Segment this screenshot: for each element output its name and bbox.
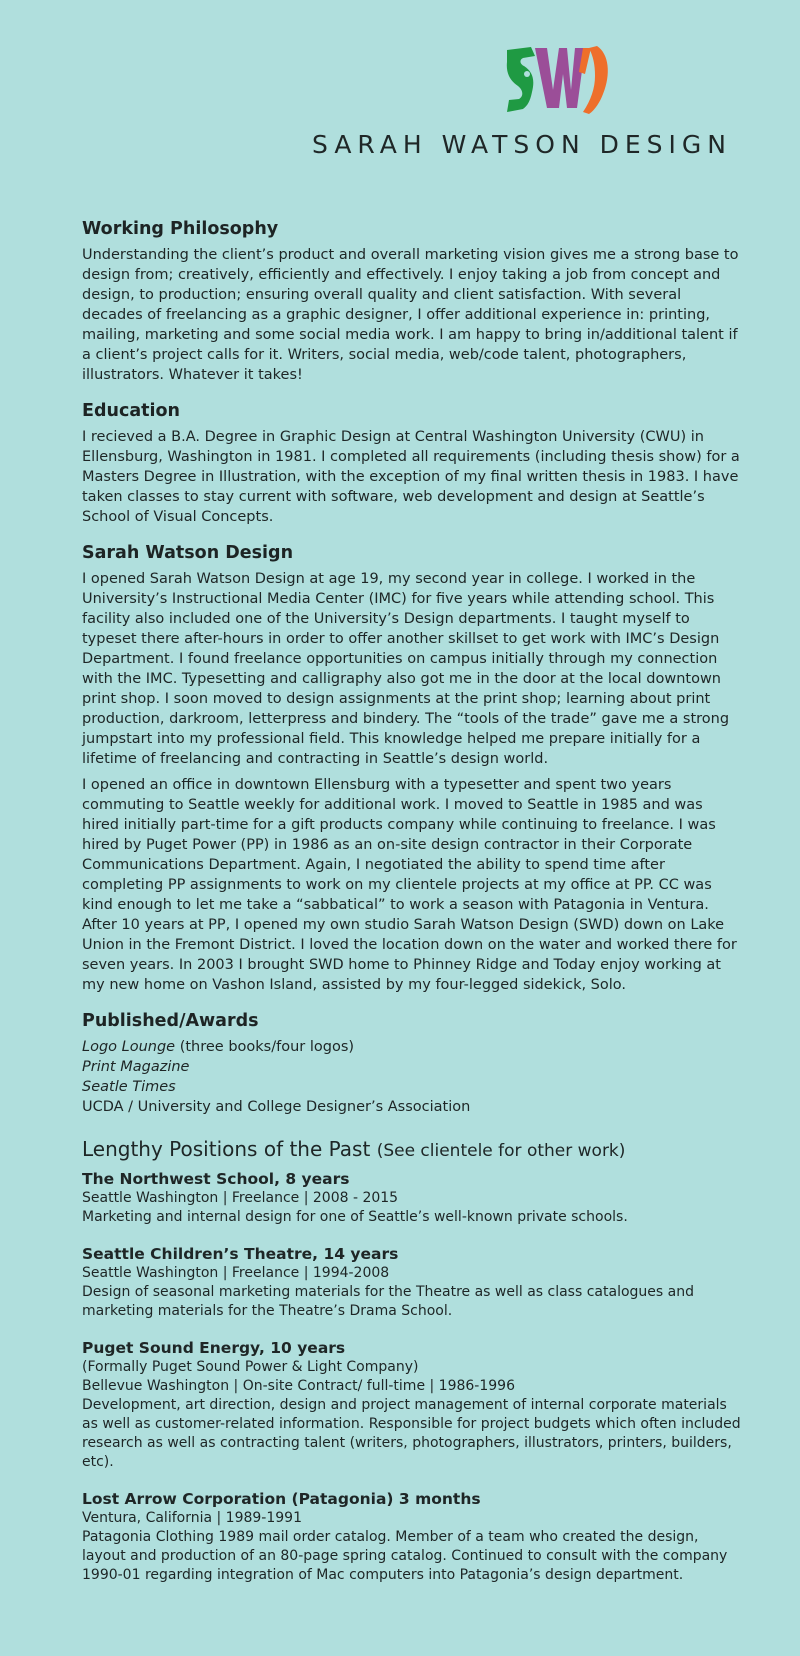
job-entry (82, 1244, 742, 1321)
section-title-philosophy: Working Philosophy (82, 219, 279, 239)
job-title: The Northwest School, 8 years (82, 1170, 350, 1188)
section-title-swd: Sarah Watson Design (82, 543, 294, 563)
job-detail: Seattle Washington | Freelance | 1994-2008 (82, 1265, 390, 1281)
positions-subtitle: (See clientele for other work) (376, 1141, 626, 1161)
job-title: Seattle Children’s Theatre, 14 years (82, 1245, 399, 1263)
swd-logo-graphic (505, 44, 611, 116)
job-detail: (Formally Puget Sound Power & Light Company) (82, 1359, 419, 1375)
swd-logo (505, 44, 611, 116)
logo-w-shape (535, 48, 585, 108)
job-title: Puget Sound Energy, 10 years (82, 1339, 346, 1357)
job-entry (82, 1338, 742, 1472)
resume-content (82, 219, 742, 1602)
section-title-education: Education (82, 401, 180, 421)
section-education (82, 401, 742, 527)
section-awards (82, 1011, 742, 1117)
job-entry (82, 1489, 742, 1585)
award-item-1-title: Logo Lounge (82, 1039, 176, 1055)
logo-s-shape (507, 47, 535, 112)
swd-paragraph-2: I opened an office in downtown Ellensburg with a typesetter and spent two years commuting to Seattle weekly for additional work. I moved to Seattle in 1985 and was hired initially part-time for a gift products company while continuing to freelance. I was hired by Puget Power (PP) in 1986 as an on-site design contractor in their Corporate Communications Department. Again, I negotiated the ability to spend time after completing PP assignments to work on my clientele projects at my office at PP. CC was kind enough to let me take a “sabbatical” to work a season with Patagonia in Ventura. After 10 years at PP, I opened my own studio Sarah Watson Design (SWD) down on Lake Union in the Fremont District. I loved the location down on the water and worked there for seven years. In 2003 I brought SWD home to Phinney Ridge and Today enjoy working at my new home on Vashon Island, assisted by my four-legged sidekick, Solo. (82, 777, 737, 993)
section-philosophy (82, 219, 742, 385)
header (0, 0, 800, 180)
positions-title: Lengthy Positions of the Past (82, 1137, 371, 1161)
swd-paragraph-1: I opened Sarah Watson Design at age 19, my second year in college. I worked in the University’s Instructional Media Center (IMC) for five years while attending school. This facility also included one of the University’s Design departments. I taught myself to typeset there after-hours in order to offer another skillset to get work with IMC’s Design Department. I found freelance opportunities on campus initially through my connection with the IMC. Typesetting and calligraphy also got me in the door at the local downtown print shop. I soon moved to design assignments at the print shop; learning about print production, darkroom, letterpress and bindery. The “tools of the trade” gave me a strong jumpstart into my professional field. This knowledge helped me prepare initially for a lifetime of freelancing and contracting in Seattle’s design world. (82, 571, 730, 767)
job-description: Patagonia Clothing 1989 mail order catalog. Member of a team who created the design, layout and production of an 80-page spring catalog. Continued to consult with the company 1990-01 regarding integration of Mac computers into Patagonia’s design department. (82, 1529, 728, 1583)
brand-name: SARAH WATSON DESIGN (312, 130, 732, 159)
award-item: Print Magazine (82, 1059, 190, 1075)
logo-s-dot (524, 71, 530, 77)
philosophy-body: Understanding the client’s product and overall marketing vision gives me a strong base to design from; creatively, efficiently and effectively. I enjoy taking a job from concept and design, to production; ensuring overall quality and client satisfaction. With several decades of freelancing as a graphic designer, I offer additional experience in: printing, mailing, marketing and some social media work. I am happy to bring in/additional talent if a client’s project calls for it. Writers, social media, web/code talent, photographers, illustrators. Whatever it takes! (82, 247, 739, 383)
job-description: Marketing and internal design for one of Seattle’s well-known private schools. (82, 1209, 628, 1225)
job-entry (82, 1169, 742, 1227)
job-detail: Ventura, California | 1989-1991 (82, 1510, 302, 1526)
job-title: Lost Arrow Corporation (Patagonia) 3 months (82, 1490, 481, 1508)
award-item: Seatle Times (82, 1079, 176, 1095)
section-title-awards: Published/Awards (82, 1011, 259, 1031)
award-item-1-detail: (three books/four logos) (175, 1039, 355, 1055)
job-detail: Bellevue Washington | On-site Contract/ full-time | 1986-1996 (82, 1378, 515, 1394)
job-detail: Seattle Washington | Freelance | 2008 - 2015 (82, 1190, 399, 1206)
award-item: UCDA / University and College Designer’s Association (82, 1099, 471, 1115)
education-body: I recieved a B.A. Degree in Graphic Design at Central Washington University (CWU) in Ellensburg, Washington in 1981. I completed all requirements (including thesis show) for a Masters Degree in Illustration, with the exception of my final written thesis in 1983. I have taken classes to stay current with software, web development and design at Seattle’s School of Visual Concepts. (82, 429, 740, 525)
positions-heading (82, 1137, 742, 1161)
award-item (82, 1037, 742, 1057)
section-swd (82, 543, 742, 995)
job-description: Design of seasonal marketing materials for the Theatre as well as class catalogues and marketing materials for the Theatre’s Drama School. (82, 1284, 694, 1319)
job-description: Development, art direction, design and project management of internal corporate materials as well as customer-related information. Responsible for project budgets which often included research as well as contracting talent (writers, photographers, illustrators, printers, builders, etc). (82, 1397, 741, 1470)
